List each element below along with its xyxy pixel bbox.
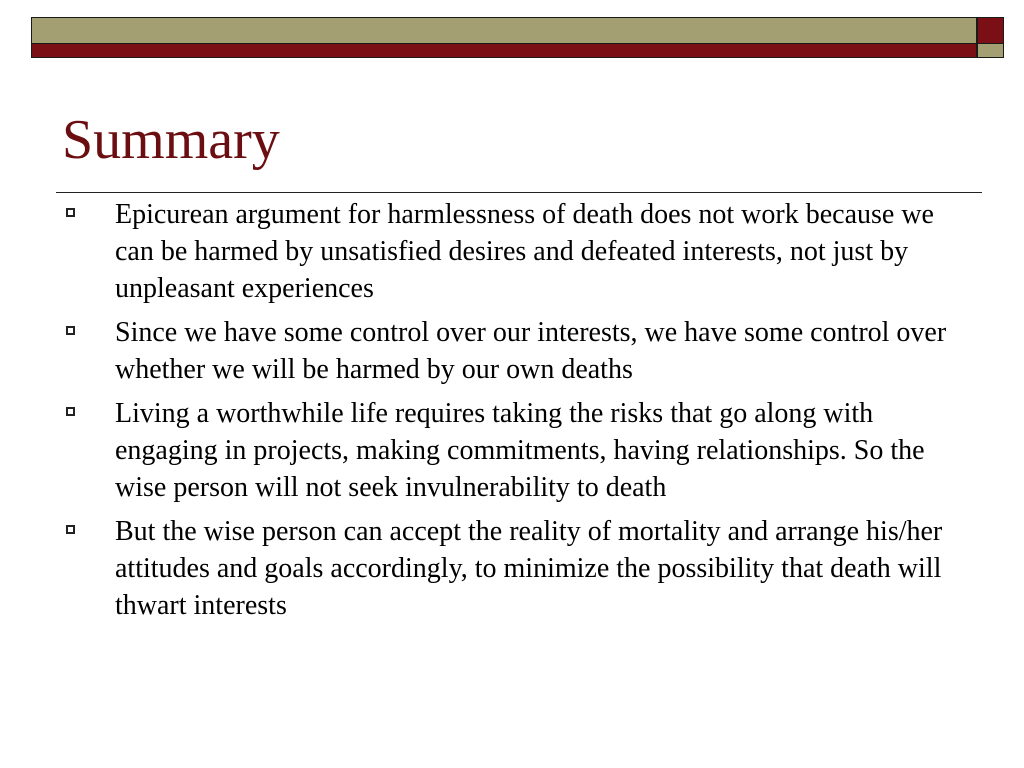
bullet-text: But the wise person can accept the reality of mortality and arrange his/her attitudes and goals accordingly, to minimize the possibility that death will thwart interests [115,516,943,621]
hollow-square-icon [66,407,75,416]
header-corner-top [977,17,1004,43]
bullet-item [62,395,972,506]
bullet-item [62,513,972,624]
bullet-text: Living a worthwhile life requires taking the risks that go along with engaging in projects, making commitments, having relationships. So the wise person will not seek invulnerability to death [115,398,925,503]
hollow-square-icon [66,208,75,217]
title-divider [56,192,982,193]
hollow-square-icon [66,525,75,534]
header-corner-bottom [977,43,1004,58]
bullet-text: Since we have some control over our interests, we have some control over whether we will be harmed by our own deaths [115,317,947,385]
bullet-list [62,196,972,631]
bullet-text: Epicurean argument for harmlessness of death does not work because we can be harmed by unsatisfied desires and defeated interests, not just by unpleasant experiences [115,199,934,304]
header-band-bottom [31,43,977,58]
slide-title: Summary [62,109,280,171]
bullet-item [62,196,972,307]
header-band-top [31,17,977,43]
hollow-square-icon [66,326,75,335]
bullet-item [62,314,972,388]
